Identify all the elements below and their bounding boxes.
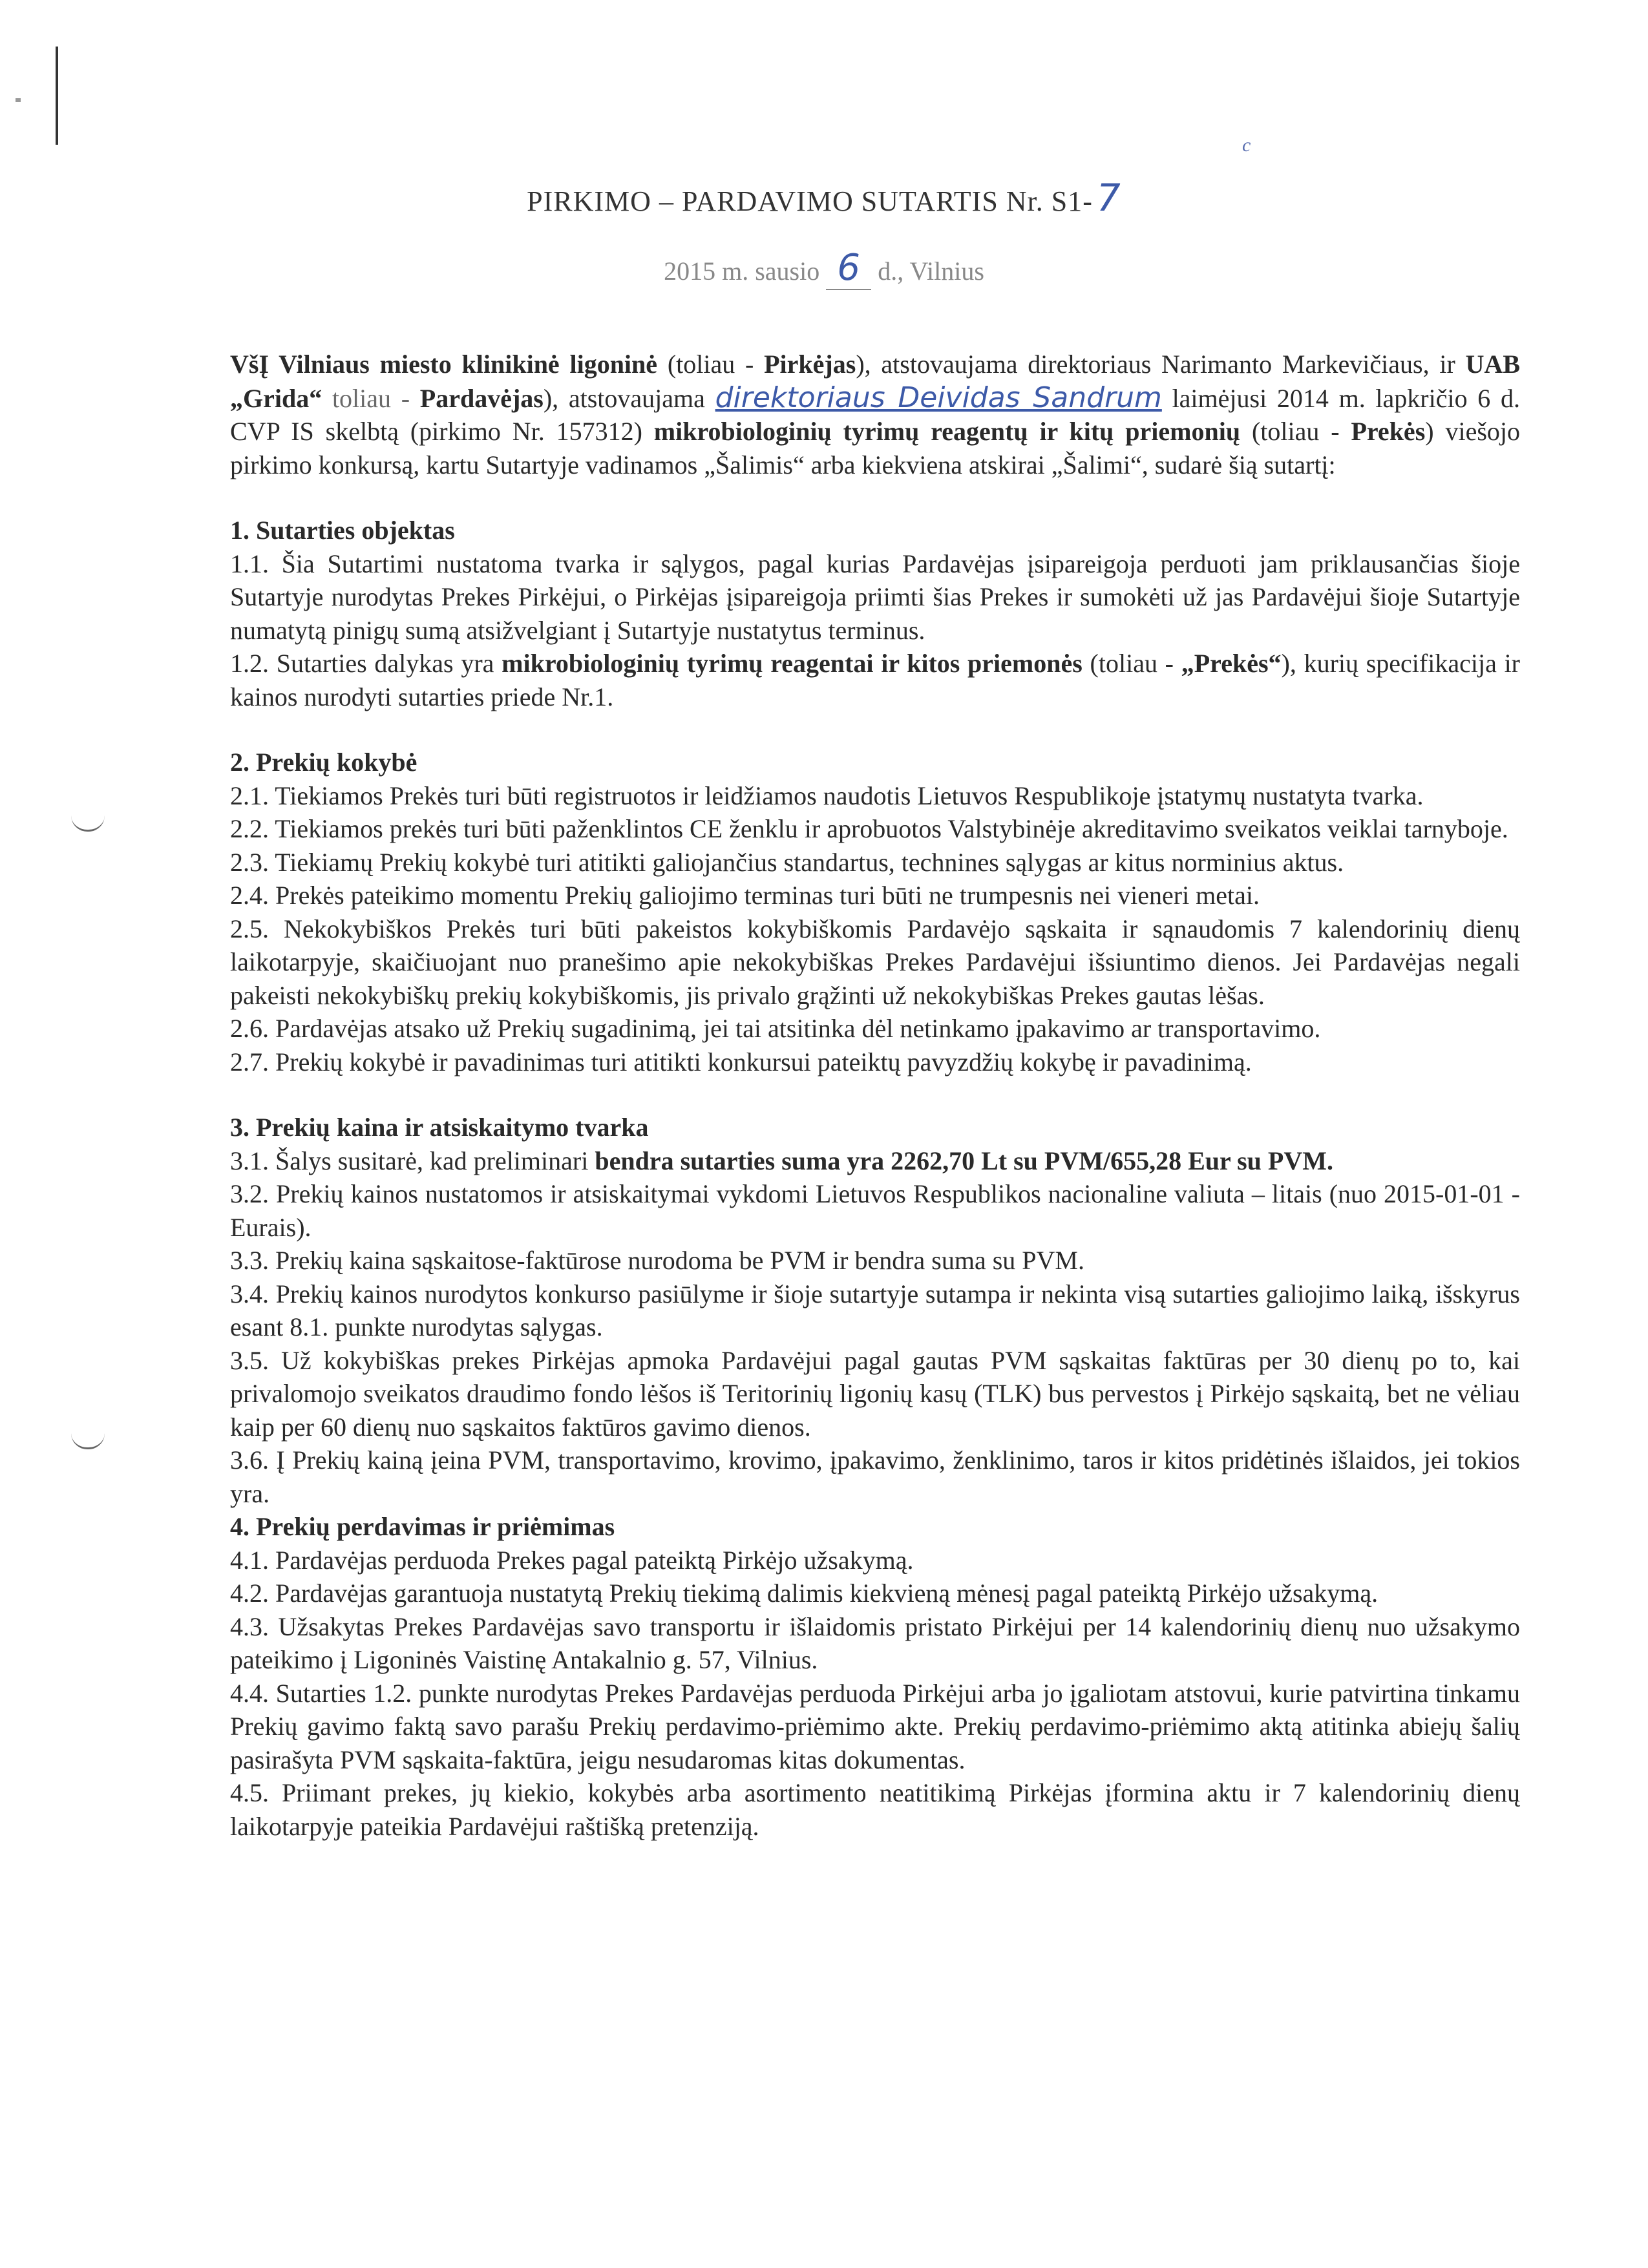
intro-paragraph — [230, 348, 1520, 481]
date-line — [0, 247, 1648, 290]
date-prefix: 2015 m. sausio — [664, 257, 820, 286]
scan-mark-line — [56, 47, 58, 145]
clause-2-6: 2.6. Pardavėjas atsako už Prekių sugadinimą, jei tai atsitinka dėl netinkamo įpakavimo ar transportavimo. — [230, 1014, 1321, 1043]
intro-text: toliau - — [322, 383, 420, 413]
clause-2-2: 2.2. Tiekiamos prekės turi būti paženklintos CE ženklu ir aprobuotos Valstybinėje akreditavimo sveikatos veiklai tarnyboje. — [230, 814, 1508, 843]
clause-4-2: 4.2. Pardavėjas garantuoja nustatytą Prekių tiekimą dalimis kiekvieną mėnesį pagal pateiktą Pirkėjo užsakymą. — [230, 1579, 1379, 1608]
intro-text: ), atstovaujama — [543, 383, 715, 413]
handwritten-day: 6 — [826, 247, 871, 290]
buyer-name: VšĮ Vilniaus miesto klinikinė ligoninė — [230, 350, 658, 379]
title-text: PIRKIMO – PARDAVIMO SUTARTIS Nr. S1- — [527, 185, 1093, 217]
clause-text: (toliau - — [1082, 649, 1181, 678]
clause-text: 3.1. Šalys susitarė, kad preliminari — [230, 1146, 595, 1175]
clause-2-7: 2.7. Prekių kokybė ir pavadinimas turi atitikti konkursui pateiktų pavyzdžių kokybę ir pavadinimą. — [230, 1047, 1252, 1076]
clause-3-5: 3.5. Už kokybiškas prekes Pirkėjas apmoka Pardavėjui pagal gautas PVM sąskaitas faktūras per 30 dienų po to, kai privalomojo sveikatos draudimo fondo lėšos iš Teritorinių ligonių kasų (TLK) bus pervestos į Pirkėjo sąskaitą, bet ne vėliau kaip per 60 dienų nuo sąskaitos faktūros gavimo dienos. — [230, 1345, 1520, 1442]
clause-3-3: 3.3. Prekių kaina sąskaitose-faktūrose nurodoma be PVM ir bendra suma su PVM. — [230, 1246, 1084, 1275]
date-suffix: d., Vilnius — [878, 257, 984, 286]
margin-tick-mark — [71, 1433, 105, 1449]
clause-3-6: 3.6. Į Prekių kainą įeina PVM, transportavimo, krovimo, įpakavimo, ženklinimo, taros ir kitos pridėtinės išlaidos, jei tokios yra. — [230, 1445, 1520, 1508]
section-heading: 4. Prekių perdavimas ir priėmimas — [230, 1512, 615, 1541]
clause-text: ), kurių specifikacija ir kainos nurodyti sutarties priede Nr.1. — [230, 649, 1521, 711]
buyer-label: Pirkėjas — [764, 350, 856, 379]
handwritten-representative: direktoriaus Deividas Sandrum — [715, 381, 1162, 414]
intro-text: (toliau - — [1240, 417, 1351, 446]
seller-label: Pardavėjas — [419, 383, 544, 413]
intro-subject: mikrobiologinių tyrimų reagentų ir kitų priemonių — [653, 417, 1241, 446]
goods-label: Prekės — [1351, 417, 1426, 446]
clause-2-1: 2.1. Tiekiamos Prekės turi būti registruotos ir leidžiamos naudotis Lietuvos Respublikoje įstatymų nustatyta tvarka. — [230, 781, 1424, 810]
corner-handwritten-mark: c — [1242, 134, 1251, 156]
seller-name: UAB „Grida“ — [230, 350, 1521, 413]
document-title — [0, 176, 1648, 220]
clause-3-4: 3.4. Prekių kainos nurodytos konkurso pasiūlyme ir šioje sutartyje sutampa ir nekinta visą sutarties galiojimo laiką, išskyrus esant 8.1. punkte nurodytas sąlygas. — [230, 1279, 1520, 1341]
clause-3-2: 3.2. Prekių kainos nustatomos ir atsiskaitymai vykdomi Lietuvos Respublikos nacionaline valiuta – litais (nuo 2015-01-01 - Eurais). — [230, 1179, 1520, 1242]
clause-1-1: 1.1. Šia Sutartimi nustatoma tvarka ir sąlygos, pagal kurias Pardavėjas įsipareigoja perduoti jam priklausančias šioje Sutartyje nurodytas Prekes Pirkėjui, o Pirkėjas įsipareigoja priimti šias Prekes ir sumokėti už jas Pardavėjui šioje Sutartyje numatytą pinigų sumą atsižvelgiant į Sutartyje nustatytus terminus. — [230, 549, 1520, 645]
intro-text: (toliau - — [657, 350, 765, 379]
clause-1-2 — [230, 647, 1520, 713]
intro-text: ), atstovaujama direktoriaus Narimanto Markevičiaus, ir — [856, 350, 1466, 379]
section-heading: 3. Prekių kaina ir atsiskaitymo tvarka — [230, 1113, 649, 1142]
clause-subject: mikrobiologinių tyrimų reagentai ir kitos priemonės — [502, 649, 1083, 678]
intro-text: laimėjusi 2014 m. lapkričio 6 d. CVP IS skelbtą (pirkimo Nr. 157312) — [230, 383, 1520, 446]
contract-body — [230, 348, 1520, 1843]
clause-4-1: 4.1. Pardavėjas perduoda Prekes pagal pateiktą Pirkėjo užsakymą. — [230, 1545, 914, 1575]
clause-2-5: 2.5. Nekokybiškos Prekės turi būti pakeistos kokybiškomis Pardavėjo sąskaita ir sąnaudomis 7 kalendorinių dienų laikotarpyje, skaičiuojant nuo pranešimo apie nekokybiškas Prekes Pardavėjui išsiuntimo dienos. Jei Pardavėjas negali pakeisti nekokybiškų prekių kokybiškomis, jis privalo grąžinti už nekokybiškas Prekes gautas lėšas. — [230, 914, 1520, 1010]
clause-2-3: 2.3. Tiekiamų Prekių kokybė turi atitikti galiojančius standartus, technines sąlygas ar kitus norminius aktus. — [230, 847, 1344, 877]
clause-3-1 — [230, 1144, 1520, 1178]
handwritten-contract-number: 7 — [1096, 176, 1121, 220]
margin-tick-mark — [71, 815, 105, 832]
section-heading: 1. Sutarties objektas — [230, 516, 455, 545]
scan-mark-dot — [16, 98, 21, 102]
intro-text: ) viešojo pirkimo konkursą, kartu Sutartyje vadinamos „Šalimis“ arba kiekviena atskirai „Šalimi“, sudarė šią sutartį: — [230, 417, 1521, 479]
section-heading: 2. Prekių kokybė — [230, 748, 417, 777]
clause-label: „Prekės“ — [1181, 649, 1282, 678]
clause-4-5: 4.5. Priimant prekes, jų kiekio, kokybės arba asortimento neatitikimą Pirkėjas įformina aktu ir 7 kalendorinių dienų laikotarpyje pateikia Pardavėjui raštišką pretenziją. — [230, 1778, 1520, 1841]
contract-total-amount: bendra sutarties suma yra 2262,70 Lt su PVM/655,28 Eur su PVM. — [595, 1146, 1333, 1175]
clause-4-3: 4.3. Užsakytas Prekes Pardavėjas savo transportu ir išlaidomis pristato Pirkėjui per 14 kalendorinių dienų nuo užsakymo pateikimo į Ligoninės Vaistinę Antakalnio g. 57, Vilnius. — [230, 1612, 1520, 1674]
clause-text: 1.2. Sutarties dalykas yra — [230, 649, 502, 678]
clause-4-4: 4.4. Sutarties 1.2. punkte nurodytas Prekes Pardavėjas perduoda Pirkėjui arba jo įgaliotam atstovui, kurie patvirtina tinkamu Prekių gavimo faktą savo parašu Prekių perdavimo-priėmimo akte. Prekių perdavimo-priėmimo aktą atitinka abiejų šalių pasirašyta PVM sąskaita-faktūra, jeigu nesudaromas kitas dokumentas. — [230, 1678, 1520, 1774]
clause-2-4: 2.4. Prekės pateikimo momentu Prekių galiojimo terminas turi būti ne trumpesnis nei vieneri metai. — [230, 881, 1260, 910]
